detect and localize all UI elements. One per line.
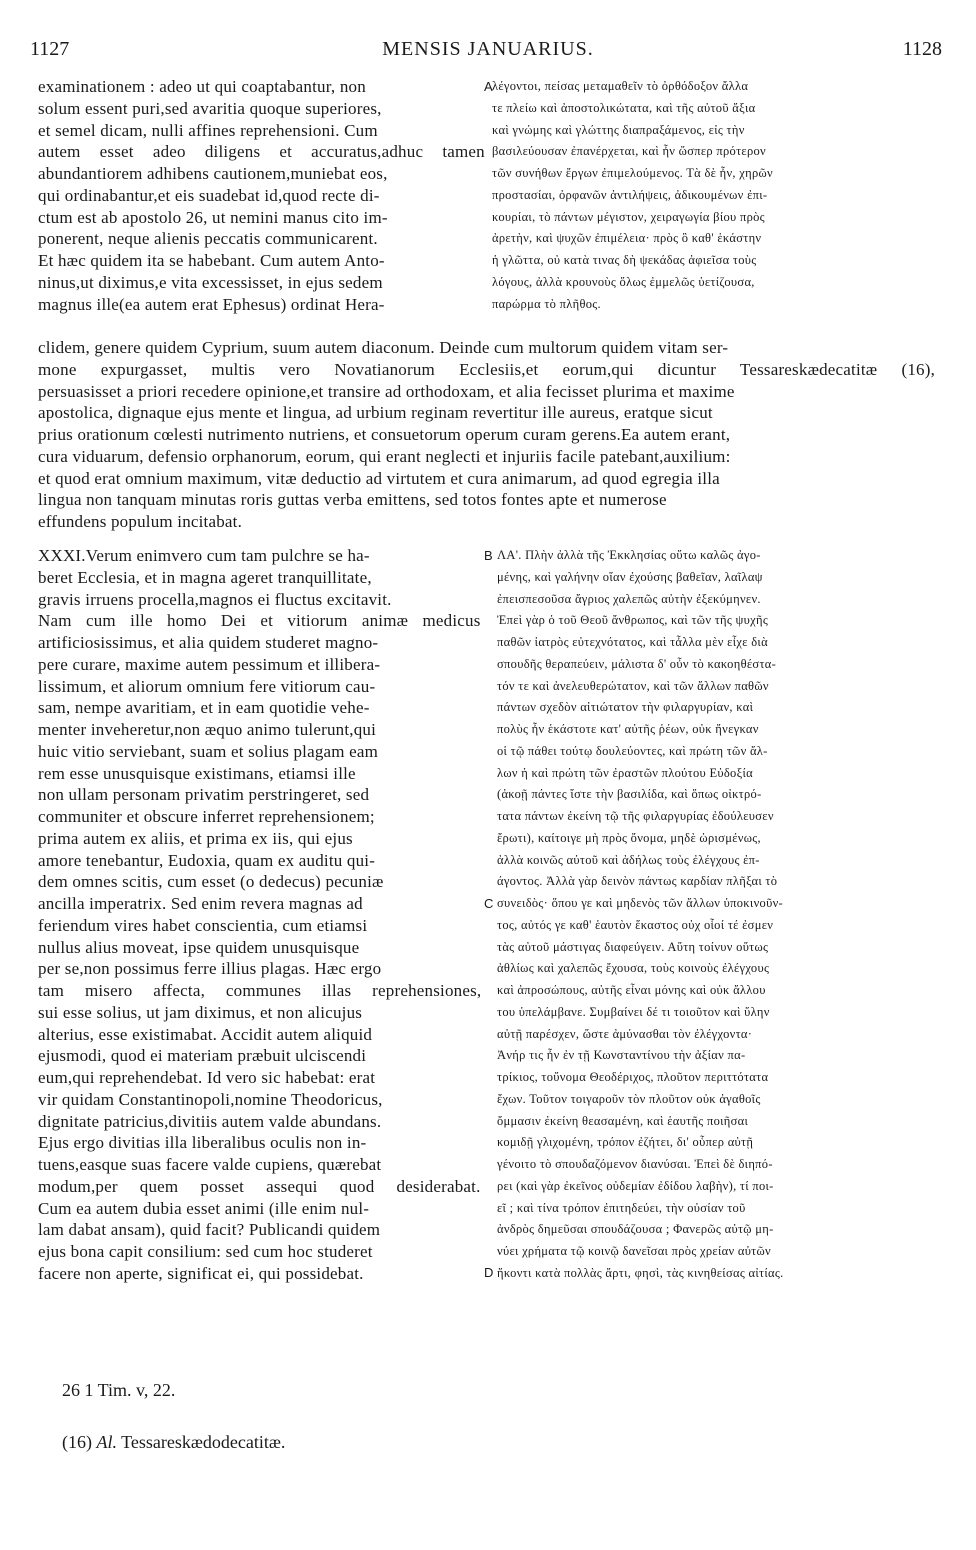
latin-line: modum,per quem posset assequi quod desiderabat. <box>38 1176 481 1196</box>
greek-line: βασιλεύουσαν ἐπανέρχεται, καὶ ἦν ὥσπερ πρότερον <box>492 144 766 159</box>
latin-line: sam, nempe avaritiam, et in eam quotidie vehe- <box>38 698 370 718</box>
latin-line: communiter et obscure inferret reprehensionem; <box>38 807 375 826</box>
latin-line: beret Ecclesia, et in magna ageret tranquillitate, <box>38 567 372 587</box>
latin-line: ejusmodi, quod ei materiam præbuit ulciscendi <box>38 1046 367 1066</box>
left-column-number: 1127 <box>30 38 70 60</box>
latin-line: vir quidam Constantinopoli,nomine Theodoricus, <box>38 1089 383 1109</box>
latin-line: apostolica, dignaque ejus mente et lingua, ad urbium reginam revertitur ille aureus, eratque sicut <box>38 403 713 423</box>
greek-line: παρώρμα τὸ πλῆθος. <box>492 296 601 311</box>
footnote-2-number: (16) <box>62 1432 92 1452</box>
greek-line: τε πλείω καὶ ἀποστολικώτατα, καὶ τῆς αὐτοῦ ἄξια <box>492 100 756 115</box>
greek-line: τος, αὐτός γε καθ' ἑαυτὸν ἕκαστος οὐχ οἷοί τέ ἐσμεν <box>497 917 774 932</box>
greek-line: τρίκιος, τοὔνομα Θεοδέριχος, πλοῦτον περιττότατα <box>497 1070 769 1084</box>
greek-line: ἐπεισπεσοῦσα ἄγριος χαλεπῶς αὐτὴν ἐξεκύμηνεν. <box>497 591 761 606</box>
greek-line: ἀλλὰ κοινῶς αὐτοῦ καὶ ἀδήλως τοὺς ἐλέγχους ἐπ- <box>497 852 760 867</box>
latin-line: et quod erat omnium maximum, vitæ deductio ad virtutem et cura animarum, ad quod egregia illa <box>38 468 720 488</box>
latin-line: ancilla imperatrix. Sed enim revera magnas ad <box>38 894 363 913</box>
latin-line: Et hæc quidem ita se habebant. Cum autem Anto- <box>38 251 385 270</box>
latin-line: tuens,easque suas facere valde cupiens, quærebat <box>38 1155 382 1174</box>
latin-line: persuasisset a priori recedere opinione,et transire ad orthodoxam, et alia fecisset plurima et maxime <box>38 381 735 401</box>
greek-line: κουρίαι, τὸ πάντων μέγιστον, χειραγωγία βίου πρὸς <box>492 209 765 224</box>
greek-line: ἥκοντι κατὰ πολλὰς ἄρτι, φησὶ, τὰς κινηθείσας αἰτίας. <box>497 1265 784 1280</box>
latin-line: sui esse solius, ut jam diximus, et non alicujus <box>38 1002 363 1022</box>
latin-line: clidem, genere quidem Cyprium, suum autem diaconum. Deinde cum multorum quidem vitam ser- <box>38 338 729 357</box>
greek-line: παθῶν ἰατρὸς εὐτεχνότατος, καὶ τἆλλα μὲν εἶχε διὰ <box>497 635 768 649</box>
latin-line: amore tenebantur, Eudoxia, quam ex auditu qui- <box>38 850 376 870</box>
greek-column-top <box>492 76 934 315</box>
latin-line: lissimum, et aliorum omnium fere vitiorum cau- <box>38 676 376 696</box>
greek-line: ἀρετὴν, καὶ ψυχῶν ἐπιμέλεια· πρὸς ὃ καθ' ἑκάστην <box>492 231 762 246</box>
greek-line: καὶ ἀπροσώπους, αὐτῆς εἶναι μόνης καὶ οὐκ ἄλλου <box>497 983 766 997</box>
latin-line: mone expurgasset, multis vero Novatianorum Ecclesiis,et eorum,qui dicuntur Tessareskædecatitæ (16), <box>38 359 935 379</box>
greek-line: ἔρωτι), καίτοιγε μὴ πρὸς ὄνομα, μηδὲ ὡρισμένως, <box>497 830 761 845</box>
latin-line: per se,non possimus ferre illius plagas. Hæc ergo <box>38 959 382 979</box>
greek-line: κομιδῇ γλιχομένη, τρόπον ἐζήτει, δι' οὗπερ αὐτῇ <box>497 1135 754 1150</box>
greek-line: λόγους, ἀλλὰ κρουνοὺς ὅλως ἐμμελῶς ὑετίζουσα, <box>492 274 755 289</box>
latin-line: qui ordinabantur,et eis suadebat id,quod recte di- <box>38 185 380 205</box>
latin-line: solum essent puri,sed avaritia quoque superiores, <box>38 98 382 118</box>
latin-column-bottom <box>38 545 481 1285</box>
latin-line: et semel dicam, nulli affines reprehensioni. Cum <box>38 120 378 140</box>
greek-line: ἀθλίως καὶ χαλεπῶς ἔχουσα, τοὺς κοινοὺς ἐλέγχους <box>497 961 770 976</box>
latin-line: non ullam personam privatim perstringeret, sed <box>38 785 370 805</box>
latin-line: ctum est ab apostolo 26, ut nemini manus cito im- <box>38 207 388 227</box>
greek-line: τῶν συνήθων ἔργων ἐπιμελούμενος. Τὰ δὲ ἦν, χηρῶν <box>492 166 773 180</box>
latin-line: artificiosissimus, et alia quidem studeret magno- <box>38 633 379 652</box>
greek-column-bottom <box>497 545 935 1285</box>
greek-line: ρει (καὶ γὰρ ἐκεῖνος οὐδεμίαν ἐδίδου λαβὴν), τί ποι- <box>497 1178 774 1193</box>
latin-column-top <box>38 76 485 315</box>
latin-line: huic vitio serviebant, suam et solius plagam eam <box>38 741 379 761</box>
footnote-1-text: 1 Tim. v, 22. <box>80 1380 176 1400</box>
greek-line: λων ἡ καὶ πρώτη τῶν ἐραστῶν πλούτου Εὐδοξία <box>497 765 753 780</box>
latin-line: cura viduarum, defensio orphanorum, eorum, qui erant neglecti et injuriis facile patebant,auxilium: <box>38 446 731 466</box>
greek-line: ἀνδρὸς δημεῦσαι σπουδάζουσα ; Φανερῶς αὐτῷ μη- <box>497 1222 774 1237</box>
latin-line: facere non aperte, significat ei, qui possidebat. <box>38 1263 364 1283</box>
section-marker-a: A <box>484 79 493 94</box>
greek-line: ἔχων. Τοῦτον τοιγαροῦν τὸν πλοῦτον οὐκ ἀγαθοῖς <box>497 1091 761 1106</box>
latin-line: lam dabat ansam), quid facit? Publicandi quidem <box>38 1220 381 1240</box>
section-marker-d: D <box>484 1265 494 1280</box>
latin-line: dignitate patricius,divitiis autem valde abundans. <box>38 1111 382 1131</box>
latin-line: Nam cum ille homo Dei et vitiorum animæ medicus <box>38 611 481 631</box>
latin-line: Cum ea autem dubia esset animi (ille enim nul- <box>38 1198 370 1218</box>
greek-line: τατα πάντων ἐκείνη τῷ τῆς φιλαργυρίας ἐδούλευσεν <box>497 809 774 823</box>
greek-line: συνειδὸς· ὅπου γε καὶ μηδενὸς τῶν ἄλλων ὑποκινοῦν- <box>497 896 783 910</box>
latin-line: menter inveheretur,non æquo animo tulerunt,qui <box>38 720 377 739</box>
latin-line: ninus,ut diximus,e vita excessisset, in ejus sedem <box>38 272 383 292</box>
footnote-1-number: 26 <box>62 1380 80 1400</box>
greek-line: του ὑπελάμβανε. Συμβαίνει δέ τι τοιοῦτον καὶ ὕλην <box>497 1004 770 1019</box>
greek-line: άγοντος. Ἀλλὰ γὰρ δεινὸν πάντως καρδίαν πλῆξαι τὸ <box>497 874 778 889</box>
greek-line: σπουδῆς θεραπεύειν, μάλιστα δ' οὖν τὸ κακοηθέστα- <box>497 656 777 671</box>
greek-line: (ἀκοῇ πάντες ἴστε τὴν βασιλίδα, καὶ ὅπως οἰκτρό- <box>497 787 762 802</box>
greek-line: νύει χρήματα τῷ κοινῷ δανεῖσαι πρὸς χρείαν αὐτῶν <box>497 1244 771 1258</box>
latin-line: nullus alius moveat, ipse quidem unusquisque <box>38 937 360 957</box>
latin-line: effundens populum incitabat. <box>38 512 243 531</box>
footnote-2 <box>62 1430 285 1454</box>
section-marker-c: C <box>484 896 494 911</box>
greek-line: τὰς αὐτοῦ μάστιγας διαφεύγειν. Αὕτη τοίνυν οὕτως <box>497 939 769 954</box>
latin-line: magnus ille(ea autem erat Ephesus) ordinat Hera- <box>38 294 385 314</box>
greek-line: πολὺς ἦν ἑκάστοτε κατ' αὐτῆς ῥέων, οὐκ ἤνεγκαν <box>497 722 759 736</box>
latin-line: ejus bona capit consilium: sed cum hoc studeret <box>38 1242 373 1261</box>
latin-line: lingua non tanquam minutas roris guttas verba emittens, sed totos fontes apte et numerose <box>38 490 667 510</box>
running-title: MENSIS JANUARIUS. <box>382 38 594 60</box>
greek-line: ἡ γλῶττα, οὐ κατὰ τινας δὴ ψεκάδας ἀφιεῖσα τοὺς <box>492 253 757 267</box>
greek-line: μένης, καὶ γαλήνην οἵαν ἐχούσης βαθεῖαν, λαῖλαψ <box>497 569 763 584</box>
footnote-1 <box>62 1378 175 1402</box>
latin-line: prima autem ex aliis, et prima ex iis, qui ejus <box>38 828 353 848</box>
greek-line: πάντων σχεδὸν αἰτιώτατον τὴν φιλαργυρίαν, καὶ <box>497 700 754 715</box>
greek-line: ΛΑ'. Πλὴν ἀλλὰ τῆς Ἐκκλησίας οὕτω καλῶς ἀγο- <box>497 548 761 562</box>
greek-line: Ἐπεὶ γὰρ ὁ τοῦ Θεοῦ ἄνθρωπος, καὶ τῶν τῆς ψυχῆς <box>497 613 769 628</box>
latin-line: tam misero affecta, communes illas reprehensiones, <box>38 981 481 1000</box>
latin-line: Ejus ergo divitias illa liberalibus oculis non in- <box>38 1133 367 1153</box>
greek-line: γένοιτο τὸ σπουδαζόμενον διανύσαι. Ἐπεὶ δὲ διηπό- <box>497 1157 773 1171</box>
greek-line: προστασίαι, ὀρφανῶν ἀντιλήψεις, ἀδικουμένων ἐπι- <box>492 187 768 202</box>
latin-line: alterius, esse existimabat. Accidit autem aliquid <box>38 1024 373 1044</box>
right-column-number: 1128 <box>902 38 942 60</box>
greek-line: καὶ γνώμης καὶ γλώττης διαπραξάμενος, εἰς τὴν <box>492 122 745 137</box>
latin-line: pere curare, maxime autem pessimum et illibera- <box>38 654 381 674</box>
greek-line: λέγοντοι, πείσας μεταμαθεῖν τὸ ὀρθόδοξον ἄλλα <box>492 79 749 93</box>
latin-full-width-paragraph <box>38 337 935 533</box>
latin-line: autem esset adeo diligens et accuratus,adhuc tamen <box>38 142 485 162</box>
latin-line: XXXI.Verum enimvero cum tam pulchre se ha- <box>38 546 370 565</box>
latin-line: feriendum vires habet conscientia, cum etiamsi <box>38 915 368 935</box>
greek-line: οἱ τῷ πάθει τούτῳ δουλεύοντες, καὶ πρώτη τῶν ἄλ- <box>497 743 768 758</box>
greek-line: αὐτῇ παρέσχεν, ὥστε ἀμύνασθαι τὸν ἐλέγχοντα· <box>497 1026 753 1041</box>
greek-line: ὄμμασιν ἐκείνη θεασαμένη, καὶ ἑαυτῆς ποιῆσαι <box>497 1113 749 1128</box>
footnote-2-text: Tessareskædodecatitæ. <box>117 1432 286 1452</box>
greek-line: Ἀνήρ τις ἦν ἐν τῇ Κωνσταντίνου τὴν ἀξίαν πα- <box>497 1048 746 1063</box>
footnote-2-abbrev: Al. <box>96 1432 117 1452</box>
latin-line: dem omnes scitis, cum esset (o dedecus) pecuniæ <box>38 872 384 892</box>
greek-line: εῖ ; καὶ τίνα τρόπον ἐπιτηδεύει, τὴν οὐσίαν τοῦ <box>497 1200 746 1215</box>
section-marker-b: B <box>484 548 493 563</box>
greek-line: τόν τε καὶ ἀνελευθερώτατον, καὶ τῶν ἄλλων παθῶν <box>497 678 769 693</box>
latin-line: abundantiorem adhibens cautionem,muniebat eos, <box>38 164 388 183</box>
latin-line: examinationem : adeo ut qui coaptabantur, non <box>38 77 366 96</box>
latin-line: prius orationum cœlesti nutrimento nutriens, et consuetorum operum curam gerens.Ea autem erant, <box>38 425 731 444</box>
latin-line: eum,qui reprehendebat. Id vero sic habebat: erat <box>38 1068 376 1087</box>
latin-line: gravis irruens procella,magnos ei fluctus excitavit. <box>38 589 392 609</box>
latin-line: rem esse unusquisque existimans, etiamsi ille <box>38 763 356 783</box>
latin-line: ponerent, neque alienis peccatis communicarent. <box>38 229 378 249</box>
